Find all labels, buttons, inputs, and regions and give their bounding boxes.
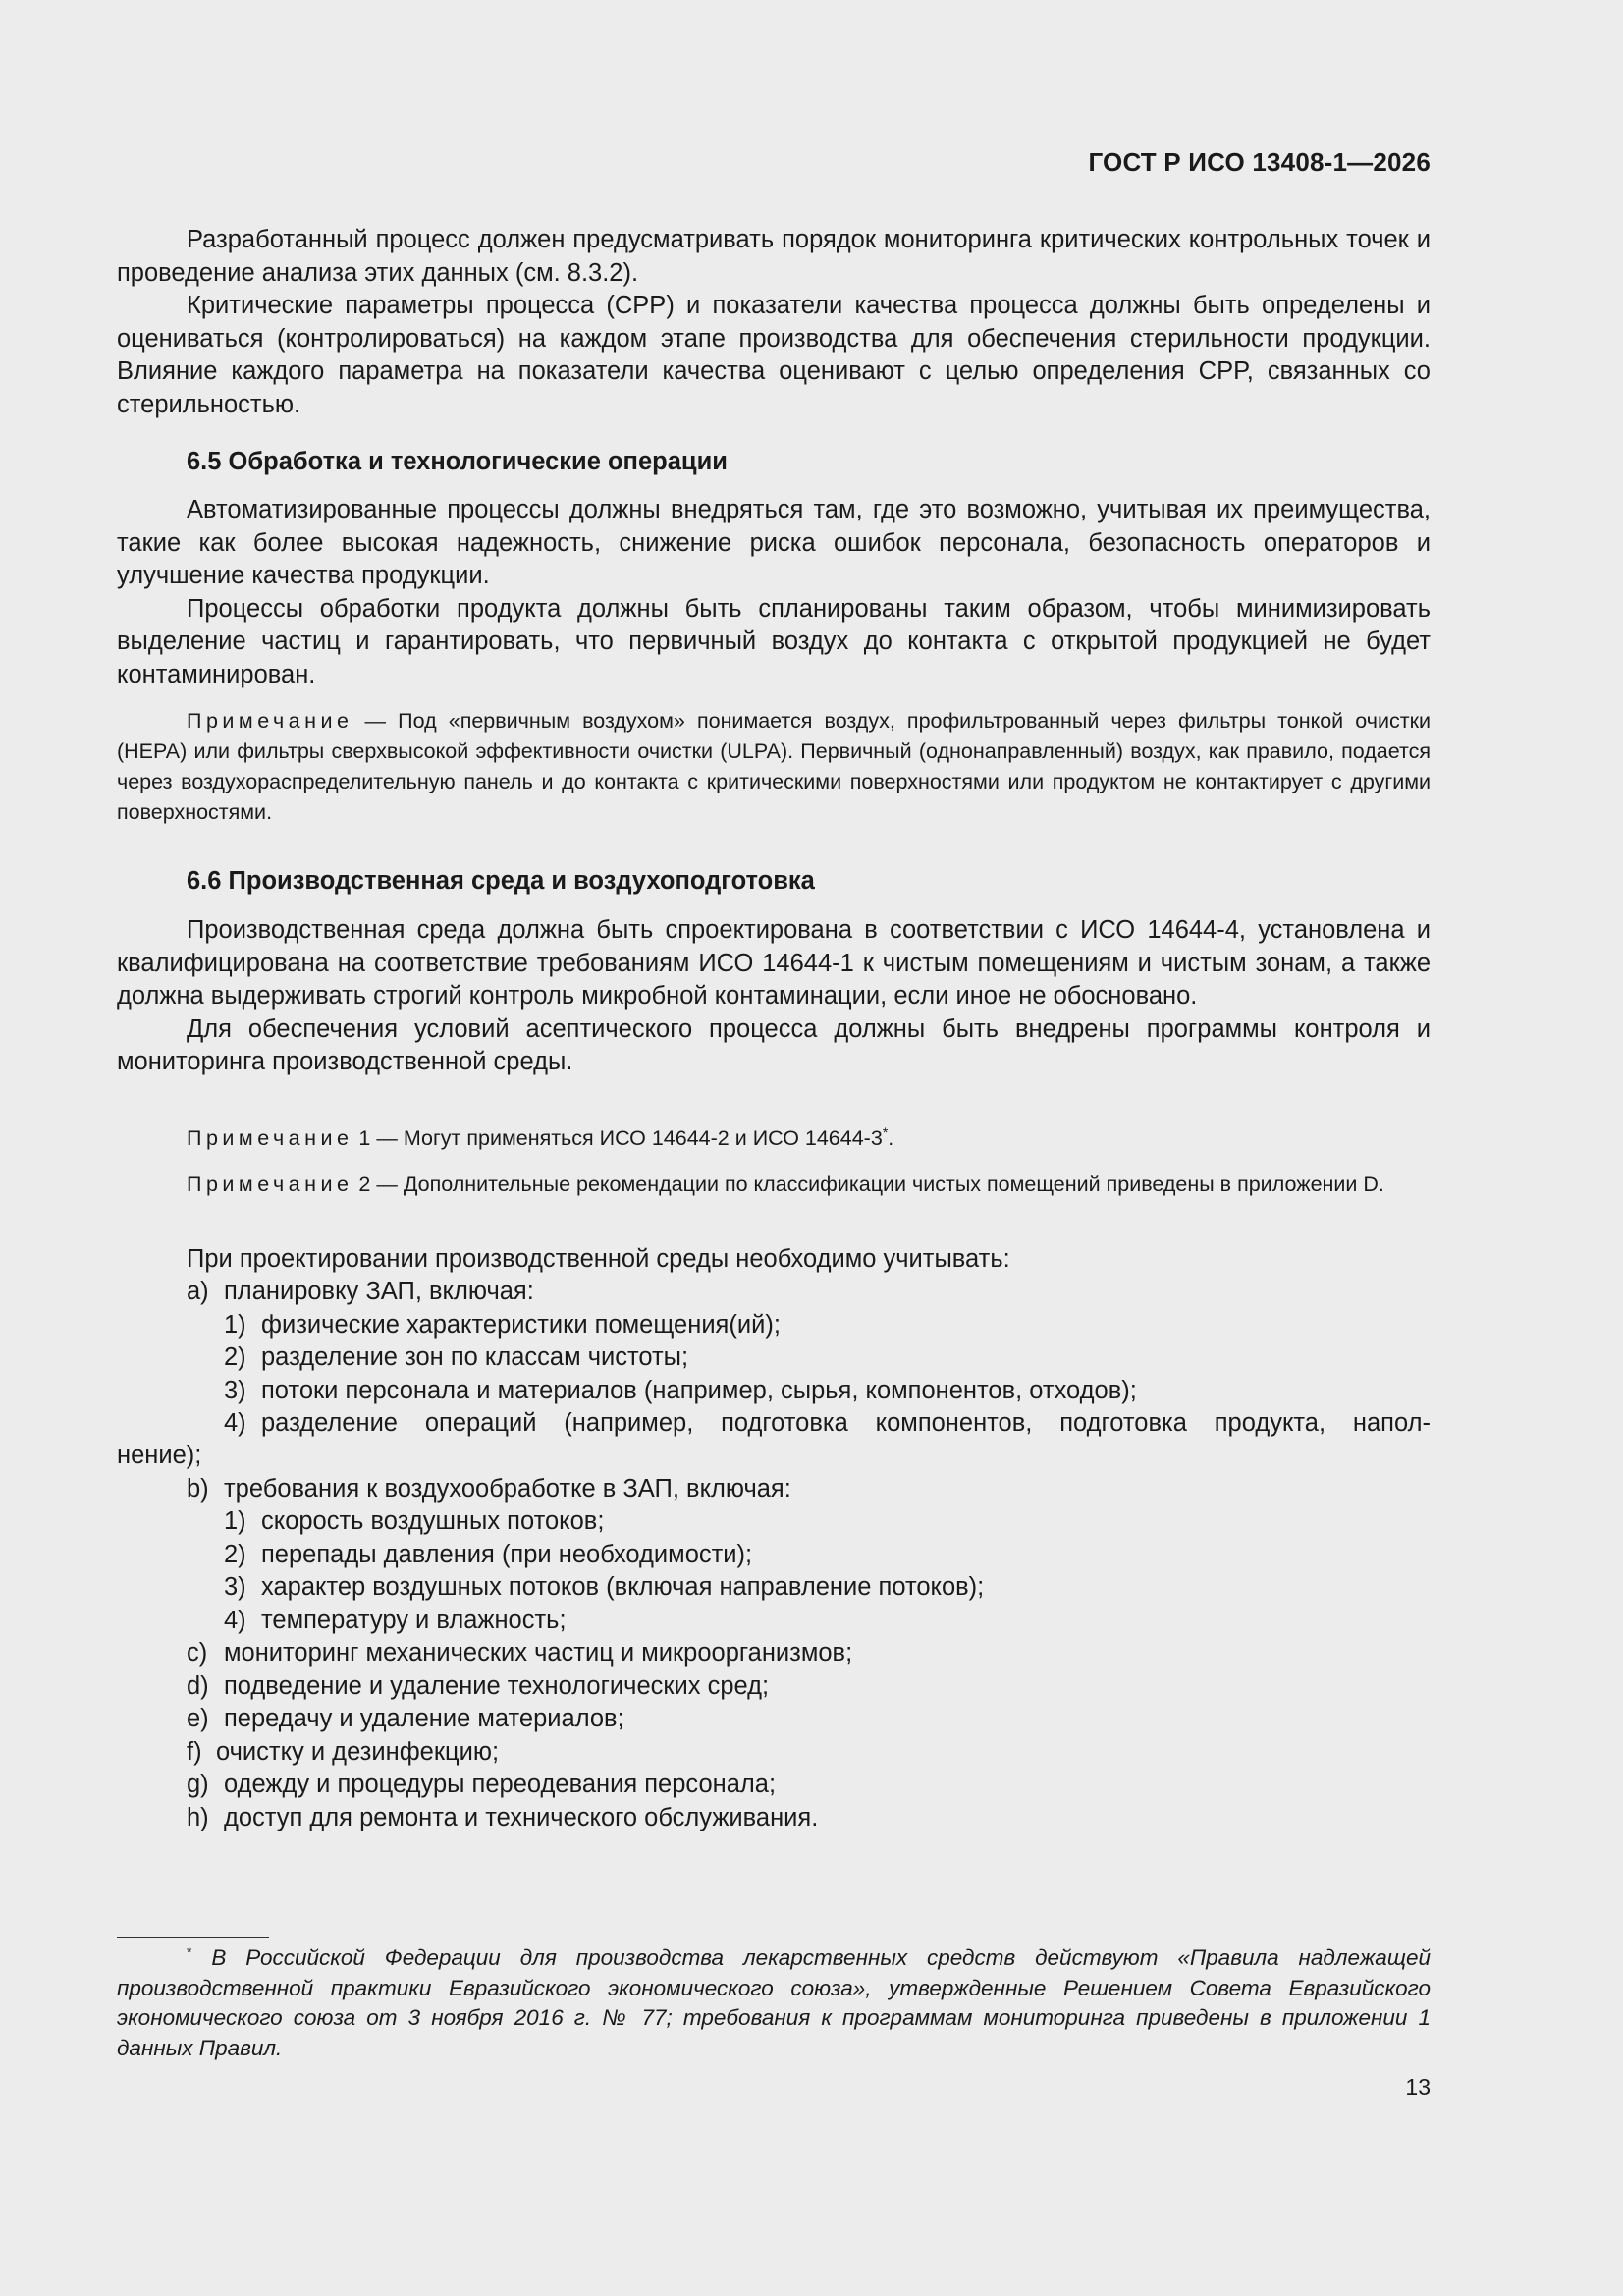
list-item [187,1736,499,1770]
note-label: Примечание [187,1126,353,1150]
list-item-text: одежду и процедуры переодевания персонала; [224,1771,777,1798]
list-subitem [224,1505,604,1539]
note-text-end: . [888,1126,894,1150]
note-text: — Под «первичным воздухом» понимается воздух, профильтрованный через фильтры тонкой очистки (HEPA) или фильтры сверхвысокой эффективности очистки (ULPA). Первичный (однонаправленный) воздух, как правило, подается через воздухораспределительную панель и до контакта с критическими поверхностями или продуктом не контактирует с другими поверхностями. [117,709,1431,824]
list-subitem [224,1539,752,1572]
note-text: 1 — Могут применяться ИСО 14644-2 и ИСО 14644-3 [352,1126,883,1150]
note-1 [117,1123,1431,1154]
footnote-reference: * [882,1123,889,1140]
paragraph: Производственная среда должна быть спроектирована в соответствии с ИСО 14644-4, установлена и квалифицирована на соответствие требованиям ИСО 14644-1 к чистым помещениям и чистым зонам, а также должна выдерживать строгий контроль микробной контаминации, если иное не обосновано. [117,916,1431,1010]
list-item [187,1670,769,1704]
list-marker: 2) [224,1541,246,1568]
list-item-text: доступ для ремонта и технического обслуживания. [224,1804,819,1831]
list-item-text: температуру и влажность; [261,1607,567,1634]
list-item [187,1276,534,1309]
list-marker: a) [187,1278,209,1305]
note-2 [117,1170,1431,1200]
footnote-text: В Российской Федерации для производства лекарственных средств действуют «Правила надлежащей производственной практики Евразийского экономического союза», утвержденные Решением Совета Евразийского экономического союза от 3 ноября 2016 г. № 77; требования к программам мониторинга приведены в приложении 1 данных Правил. [117,1945,1431,2060]
list-marker: b) [187,1475,209,1503]
section-heading-6-5: 6.5 Обработка и технологические операции [187,448,728,475]
document-header: ГОСТ Р ИСО 13408-1—2026 [1088,147,1431,177]
list-item-text: физические характеристики помещения(ий); [261,1311,781,1339]
list-marker: c) [187,1639,208,1667]
list-marker: 4) [224,1409,246,1437]
list-marker: e) [187,1705,209,1732]
list-subitem [224,1375,1137,1408]
list-item-text: подведение и удаление технологических сред; [224,1672,770,1700]
section-6-5-body [117,494,1431,691]
note-label: Примечание [187,709,353,733]
section-heading-6-6: 6.6 Производственная среда и воздухоподготовка [187,867,815,895]
list-item-text: перепады давления (при необходимости); [261,1541,753,1568]
footnote-mark: * [187,1943,192,1960]
list-item-text: скорость воздушных потоков; [261,1507,605,1535]
list-item [187,1769,776,1802]
list-marker: g) [187,1771,209,1798]
page-number: 13 [1405,2074,1431,2100]
footnote-separator [117,1937,269,1938]
note-text: 2 — Дополнительные рекомендации по классификации чистых помещений приведены в приложении D. [352,1173,1384,1196]
paragraph: Процессы обработки продукта должны быть спланированы таким образом, чтобы минимизировать выделение частиц и гарантировать, что первичный воздух до контакта с открытой продукцией не будет контаминирован. [117,594,1431,688]
list-marker: 4) [224,1607,246,1634]
list-item [187,1473,791,1506]
paragraph: Разработанный процесс должен предусматривать порядок мониторинга критических контрольных точек и проведение анализа этих данных (см. 8.3.2). [117,226,1431,287]
list-item [187,1637,852,1670]
list-item [187,1703,624,1736]
list-intro: При проектировании производственной среды необходимо учитывать: [187,1245,1010,1273]
list-marker: 1) [224,1311,246,1339]
list-item-text: характер воздушных потоков (включая направление потоков); [261,1573,985,1601]
footnote [117,1943,1431,2063]
note [117,706,1431,828]
list-subitem [224,1605,567,1638]
list-marker: 3) [224,1377,246,1404]
list-marker: f) [187,1738,202,1766]
list-subitem [224,1571,984,1605]
list-item-text: очистку и дезинфекцию; [216,1738,500,1766]
list-subitem [224,1407,1431,1441]
list-item-continuation: нение); [117,1442,202,1469]
list-subitem [224,1309,781,1342]
list-marker: 2) [224,1343,246,1371]
section-6-6-body [117,914,1431,1079]
list-item-text: разделение операций (например, подготовка компонентов, подготовка продукта, напол- [261,1409,1431,1437]
list-item-text: разделение зон по классам чистоты; [261,1343,689,1371]
paragraph: Автоматизированные процессы должны внедряться там, где это возможно, учитывая их преимущества, такие как более высокая надежность, снижение риска ошибок персонала, безопасность операторов и улучшение качества продукции. [117,496,1431,589]
list-item [187,1802,818,1835]
list-item-text: планировку ЗАП, включая: [224,1278,534,1305]
note-label: Примечание [187,1173,353,1196]
list-marker: 1) [224,1507,246,1535]
list-marker: h) [187,1804,209,1831]
list-marker: d) [187,1672,209,1700]
paragraph: Критические параметры процесса (CPP) и показатели качества процесса должны быть определены и оцениваться (контролироваться) на каждом этапе производства для обеспечения стерильности продукции. Влияние каждого параметра на показатели качества оценивают с целью определения CPP, связанных со стерильностью. [117,292,1431,418]
paragraph: Для обеспечения условий асептического процесса должны быть внедрены программы контроля и мониторинга производственной среды. [117,1014,1431,1075]
list-item-text: передачу и удаление материалов; [224,1705,624,1732]
list-subitem [224,1341,688,1375]
list-item-text: потоки персонала и материалов (например, сырья, компонентов, отходов); [261,1377,1137,1404]
intro-section [117,224,1431,421]
list-marker: 3) [224,1573,246,1601]
list-item-text: мониторинг механических частиц и микроорганизмов; [224,1639,853,1667]
list-item-text: требования к воздухообработке в ЗАП, включая: [224,1475,791,1503]
